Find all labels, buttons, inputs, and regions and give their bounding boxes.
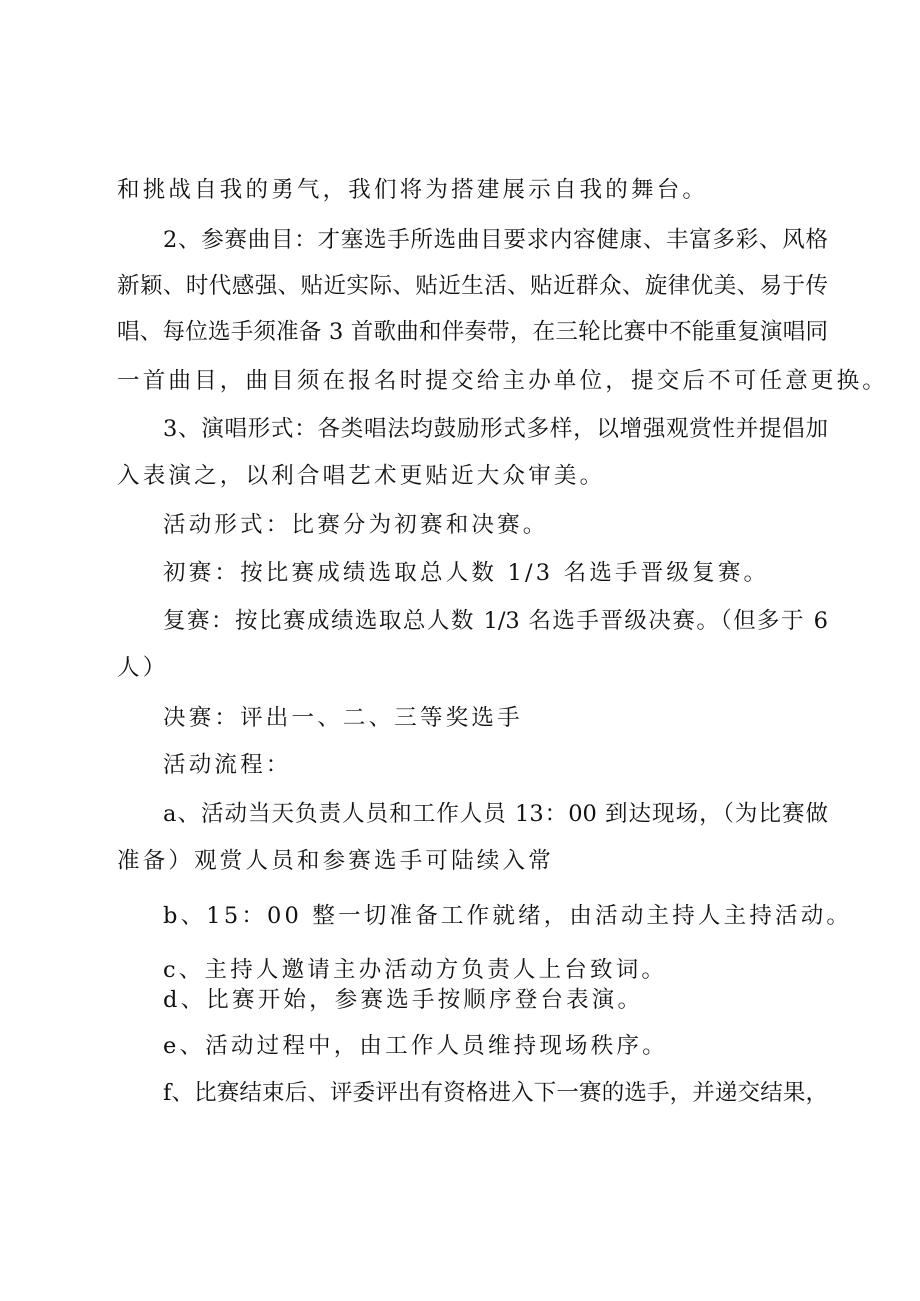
section-3-heading-line: 3、演唱形式：各类唱法均鼓励形式多样，以增强观赏性并提倡加 xyxy=(163,416,828,442)
paragraph-line: 和挑战自我的勇气，我们将为搭建展示自我的舞台。 xyxy=(117,177,709,203)
paragraph-line: 入表演之，以利合唱艺术更贴近大众审美。 xyxy=(117,463,606,489)
activity-process-heading: 活动流程： xyxy=(163,752,292,778)
process-item-e: e、活动过程中，由工作人员维持现场秩序。 xyxy=(163,1033,668,1059)
semifinal-round-line: 复赛：按比赛成绩选取总人数 1/3 名选手晋级决赛。（但多于 6 xyxy=(163,608,828,634)
process-item-f: f、比赛结束后、评委评出有资格进入下一赛的选手，并递交结果， xyxy=(163,1080,828,1106)
preliminary-round-line: 初赛：按比赛成绩选取总人数 1/3 名选手晋级复赛。 xyxy=(163,560,770,586)
paragraph-line: 一首曲目，曲目须在报名时提交给主办单位，提交后不可任意更换。 xyxy=(117,368,889,394)
process-item-d: d、比赛开始，参赛选手按顺序登台表演。 xyxy=(163,987,644,1013)
paragraph-line: 唱、每位选手须准备 3 首歌曲和伴奏带，在三轮比赛中不能重复演唱同 xyxy=(117,319,828,345)
process-item-a: a、活动当天负责人员和工作人员 13：00 到达现场，（为比赛做 xyxy=(163,801,828,827)
activity-format-line: 活动形式：比赛分为初赛和决赛。 xyxy=(163,512,549,538)
process-item-c: c、主持人邀请主办活动方负责人上台致词。 xyxy=(163,957,668,983)
final-round-line: 决赛：评出一、二、三等奖选手 xyxy=(163,705,523,731)
paragraph-line: 新颖、时代感强、贴近实际、贴近生活、贴近群众、旋律优美、易于传 xyxy=(117,273,828,299)
section-2-heading-line: 2、参赛曲目：才塞选手所选曲目要求内容健康、丰富多彩、风格 xyxy=(163,227,828,253)
paragraph-line: 准备）观赏人员和参赛选手可陆续入常 xyxy=(117,848,554,874)
paragraph-line: 人） xyxy=(117,655,169,681)
process-item-b: b、15：00 整一切准备工作就绪，由活动主持人主持活动。 xyxy=(163,903,853,929)
